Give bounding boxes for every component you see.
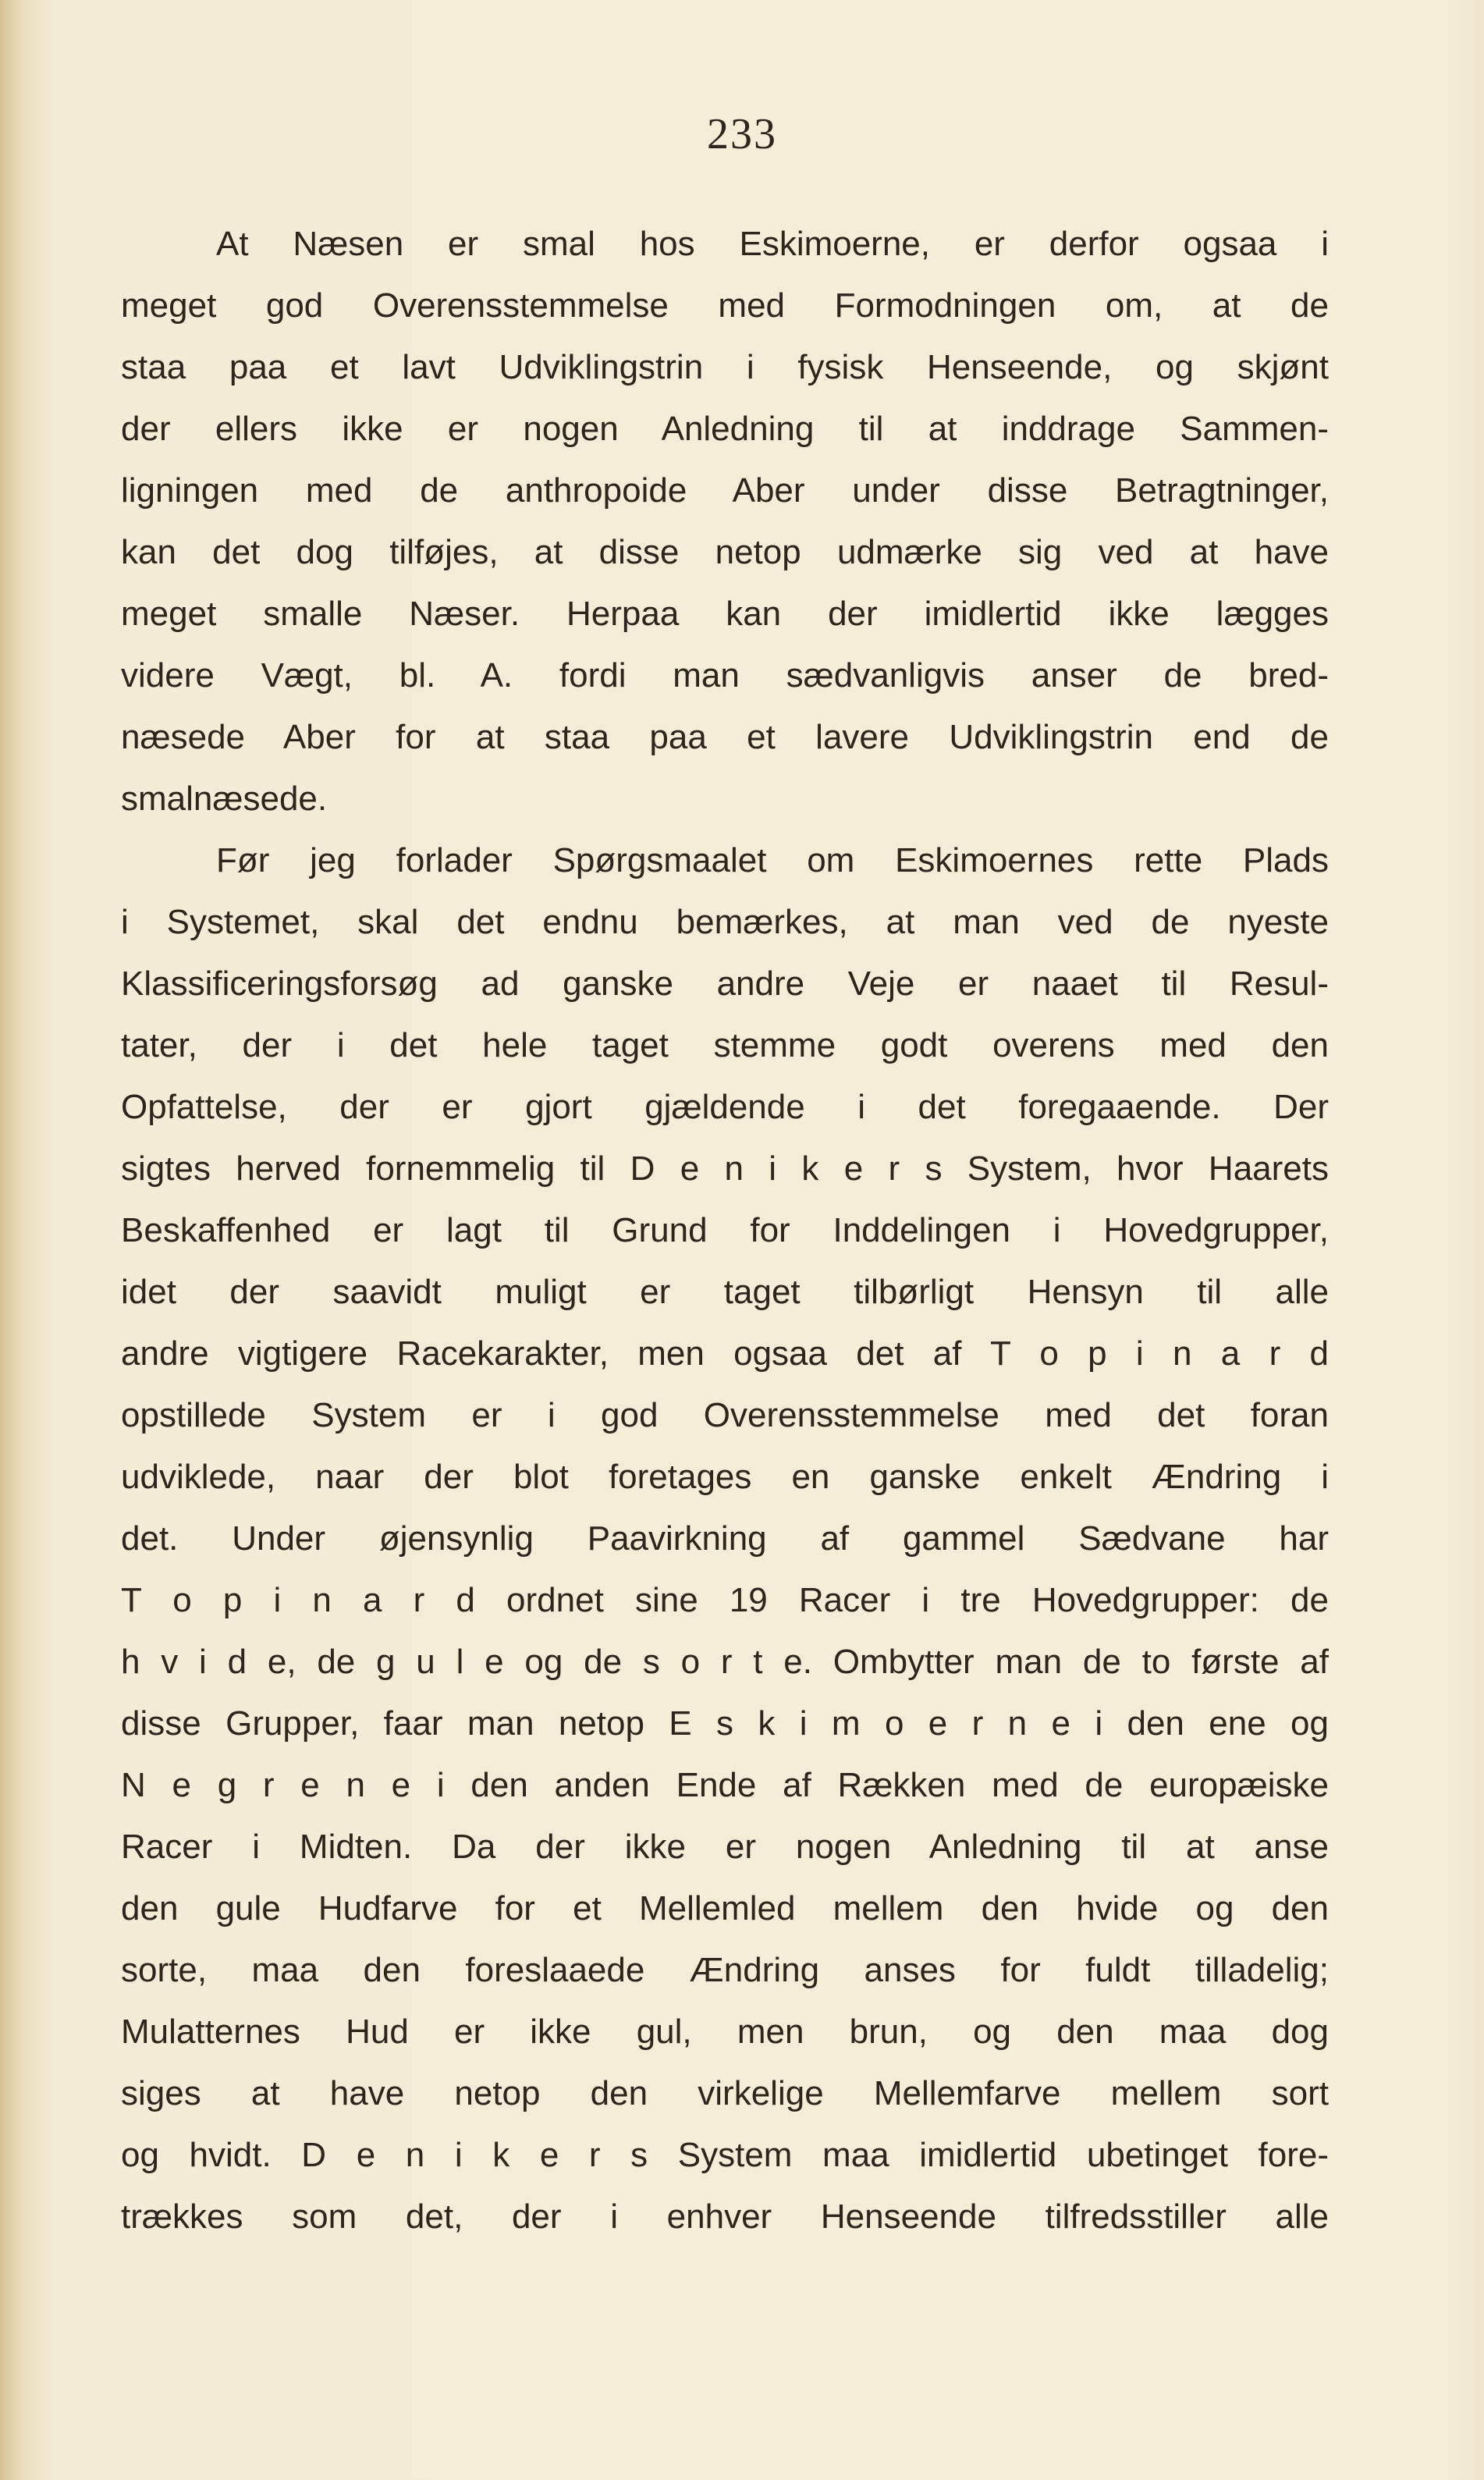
text-line: Før jeg forlader Spørgsmaalet om Eskimoernes rette Plads	[216, 841, 1329, 879]
text-line: meget god Overensstemmelse med Formodningen om, at de	[121, 286, 1329, 325]
text-line: meget smalle Næser. Herpaa kan der imidlertid ikke lægges	[121, 595, 1329, 633]
text-line: der ellers ikke er nogen Anledning til at inddrage Sammen-	[121, 410, 1329, 448]
text-line: videre Vægt, bl. A. fordi man sædvanligvis anser de bred-	[121, 656, 1329, 695]
text-line: kan det dog tilføjes, at disse netop udmærke sig ved at have	[121, 533, 1329, 571]
text-line: i Systemet, skal det endnu bemærkes, at man ved de nyeste	[121, 903, 1329, 941]
text-line: tater, der i det hele taget stemme godt overens med den	[121, 1026, 1329, 1064]
text-line: T o p i n a r d ordnet sine 19 Racer i tre Hovedgrupper: de	[121, 1581, 1329, 1619]
text-line: den gule Hudfarve for et Mellemled mellem den hvide og den	[121, 1889, 1329, 1928]
text-line: næsede Aber for at staa paa et lavere Udviklingstrin end de	[121, 718, 1329, 756]
text-line: andre vigtigere Racekarakter, men ogsaa det af T o p i n a r d	[121, 1334, 1329, 1373]
text-line: det. Under øjensynlig Paavirkning af gammel Sædvane har	[121, 1519, 1329, 1558]
text-line: Klassificeringsforsøg ad ganske andre Veje er naaet til Resul-	[121, 965, 1329, 1003]
text-line: At Næsen er smal hos Eskimoerne, er derfor ogsaa i	[216, 225, 1329, 263]
text-line: Opfattelse, der er gjort gjældende i det foregaaende. Der	[121, 1088, 1329, 1126]
body-text	[121, 213, 1329, 2247]
text-line: sigtes herved fornemmelig til D e n i k e r s System, hvor Haarets	[121, 1149, 1329, 1188]
page-number: 233	[707, 110, 777, 158]
text-line: Beskaffenhed er lagt til Grund for Inddelingen i Hovedgrupper,	[121, 1211, 1329, 1249]
text-line: smalnæsede.	[121, 780, 328, 818]
text-line: h v i d e, de g u l e og de s o r t e. Ombytter man de to første af	[121, 1643, 1329, 1681]
text-line: idet der saavidt muligt er taget tilbørligt Hensyn til alle	[121, 1273, 1329, 1311]
text-line: sorte, maa den foreslaaede Ændring anses for fuldt tilladelig;	[121, 1951, 1329, 1989]
text-line: udviklede, naar der blot foretages en ganske enkelt Ændring i	[121, 1458, 1329, 1496]
text-line: staa paa et lavt Udviklingstrin i fysisk Henseende, og skjønt	[121, 348, 1329, 386]
text-line: Mulatternes Hud er ikke gul, men brun, og den maa dog	[121, 2013, 1329, 2051]
text-line: ligningen med de anthropoide Aber under disse Betragtninger,	[121, 471, 1329, 510]
text-line: og hvidt. D e n i k e r s System maa imidlertid ubetinget fore-	[121, 2136, 1329, 2174]
text-line: trækkes som det, der i enhver Henseende tilfredsstiller alle	[121, 2198, 1329, 2236]
text-line: siges at have netop den virkelige Mellemfarve mellem sort	[121, 2074, 1329, 2112]
text-line: Racer i Midten. Da der ikke er nogen Anledning til at anse	[121, 1828, 1329, 1866]
text-line: opstillede System er i god Overensstemmelse med det foran	[121, 1396, 1329, 1434]
text-line: disse Grupper, faar man netop E s k i m o e r n e i den ene og	[121, 1704, 1329, 1743]
text-line: N e g r e n e i den anden Ende af Rækken med de europæiske	[121, 1766, 1329, 1804]
